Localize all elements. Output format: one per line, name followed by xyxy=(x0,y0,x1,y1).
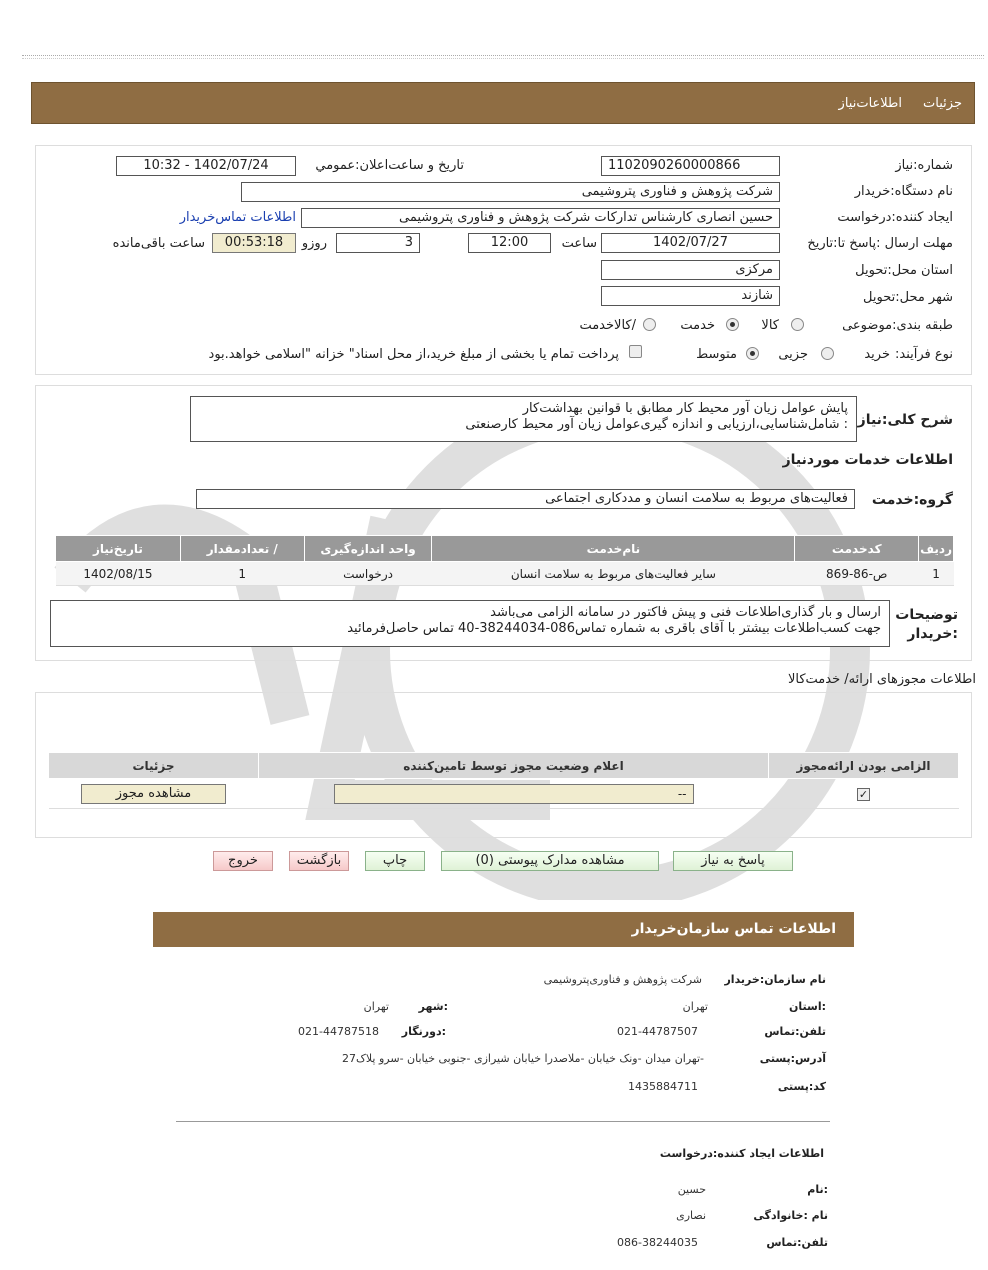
deadline-date-field: 1402/07/27 xyxy=(601,233,780,253)
permit-status-cell xyxy=(259,779,769,809)
buyer-notes-label-1: توضیحات xyxy=(895,607,958,623)
table-cell: 1 xyxy=(919,562,954,586)
services-col-header: واحد اندازه‌گیری xyxy=(304,536,432,562)
postal-label: کد:پستی xyxy=(777,1080,826,1093)
treasury-payment-checkbox[interactable] xyxy=(629,345,642,358)
org-label: نام سازمان:خریدار xyxy=(724,973,826,986)
process-medium-radio[interactable] xyxy=(746,347,759,360)
permits-col-header: الزامی بودن ارائه‌مجوز xyxy=(769,753,959,779)
summary-box xyxy=(190,396,857,442)
buyer-org-label: نام دستگاه:خریدار xyxy=(854,184,953,199)
need-info-panel xyxy=(35,145,972,375)
contact-city-value: تهران xyxy=(363,1000,389,1013)
buyer-notes-line-2: جهت کسب‌اطلاعات بیشتر با آقای باقری به شماره تماس086-38244034-40 تماس حاصل‌فرمائید xyxy=(347,621,881,636)
table-cell: درخواست xyxy=(304,562,432,586)
name-value: حسین xyxy=(677,1183,706,1196)
postal-value: 1435884711 xyxy=(628,1080,698,1093)
summary-label: شرح کلی:نیاز xyxy=(857,412,953,428)
contact-divider xyxy=(176,1121,830,1122)
contact-section-header xyxy=(153,912,854,947)
services-col-header: / تعدادمقدار xyxy=(180,536,304,562)
permits-col-header: اعلام وضعیت مجوز توسط تامین‌کننده xyxy=(259,753,769,779)
category-goods-label: کالا xyxy=(761,318,779,333)
org-value: شرکت پژوهش و فناوری‌پتروشیمی xyxy=(543,973,702,986)
attachments-button[interactable]: مشاهده مدارک پیوستی (0) xyxy=(441,851,659,871)
exit-button[interactable]: خروج xyxy=(213,851,273,871)
permits-row xyxy=(49,779,959,809)
category-label: طبقه بندی:موضوعی xyxy=(842,318,953,333)
table-cell: سایر فعالیت‌های مربوط به سلامت انسان xyxy=(432,562,795,586)
buyer-notes-line-1: ارسال و بار گذاری‌اطلاعات فنی و پیش فاکتور در سامانه الزامی می‌باشد xyxy=(490,605,881,620)
buyer-org-field: شرکت پژوهش و فناوری پتروشیمی xyxy=(241,182,780,202)
fax-label: :دورنگار xyxy=(401,1025,446,1038)
process-partial-label: جزیی xyxy=(778,347,808,362)
table-cell: 1 xyxy=(180,562,304,586)
days-field: 3 xyxy=(336,233,420,253)
address-value: -تهران میدان -ونک خیابان -ملاصدرا خیابان شیرازی -جنوبی خیابان -سرو پلاک27 xyxy=(342,1052,704,1065)
reply-button[interactable]: پاسخ به نیاز xyxy=(673,851,793,871)
category-goods-service-label: /کالاخدمت xyxy=(579,318,636,333)
print-button[interactable]: چاپ xyxy=(365,851,425,871)
creator-field: حسین انصاری کارشناس تدارکات شرکت پژوهش و فناوری پتروشیمی xyxy=(301,208,780,228)
table-row xyxy=(56,562,954,586)
services-col-header: نام‌خدمت xyxy=(432,536,795,562)
category-goods-service-radio[interactable] xyxy=(643,318,656,331)
creator-phone-value: 086-38244035 xyxy=(617,1236,698,1249)
process-buy-label: خرید xyxy=(864,347,890,362)
process-medium-label: متوسط xyxy=(696,347,737,362)
category-goods-radio[interactable] xyxy=(791,318,804,331)
province-field: مرکزی xyxy=(601,260,780,280)
permit-required-checkbox[interactable]: ✓ xyxy=(858,787,869,801)
days-label: روزو xyxy=(301,236,327,251)
permit-required-cell xyxy=(769,779,959,809)
category-service-radio[interactable] xyxy=(726,318,739,331)
permits-table xyxy=(48,752,959,809)
treasury-payment-note: پرداخت تمام یا بخشی از مبلغ خرید،از محل اسناد" خزانه "اسلامی خواهد.بود xyxy=(208,347,619,362)
creator-phone-label: تلفن:تماس xyxy=(766,1236,828,1249)
contact-section-title: اطلاعات تماس سازمان‌خریدار xyxy=(631,921,836,937)
back-button[interactable]: بازگشت xyxy=(289,851,349,871)
permits-title: اطلاعات مجوزهای ارائه/ خدمت‌کالا xyxy=(787,672,976,687)
contact-province-label: :استان xyxy=(789,1000,826,1013)
top-divider xyxy=(22,55,984,56)
contact-province-value: تهران xyxy=(682,1000,708,1013)
contact-city-label: :شهر xyxy=(418,1000,448,1013)
services-table-body xyxy=(56,562,954,586)
process-partial-radio[interactable] xyxy=(821,347,834,360)
family-value: نصاری xyxy=(676,1209,706,1222)
city-label: شهر محل:تحویل xyxy=(863,290,953,305)
group-field: فعالیت‌های مربوط به سلامت انسان و مددکاری اجتماعی xyxy=(196,489,855,509)
permits-col-header: جزئیات xyxy=(49,753,259,779)
deadline-label: مهلت ارسال :پاسخ تا:تاریخ xyxy=(807,236,953,251)
fax-value: 021-44787518 xyxy=(298,1025,379,1038)
services-title: اطلاعات خدمات موردنیاز xyxy=(782,452,953,468)
services-col-header: کدخدمت xyxy=(795,536,919,562)
process-label: نوع فرآیند: xyxy=(895,347,953,362)
creator-label: ایجاد کننده:درخواست xyxy=(837,210,953,225)
announce-field: 1402/07/24 - 10:32 xyxy=(116,156,296,176)
city-field: شازند xyxy=(601,286,780,306)
phone-value: 021-44787507 xyxy=(617,1025,698,1038)
announce-label: تاریخ و ساعت‌اعلان:عمومي xyxy=(315,158,464,173)
address-label: آدرس:پستی xyxy=(759,1052,826,1065)
table-cell: 1402/08/15 xyxy=(56,562,181,586)
remaining-time-field: 00:53:18 xyxy=(212,233,296,253)
buyer-notes-label-2: :خریدار xyxy=(907,626,958,642)
permit-status-field: -- xyxy=(334,784,694,804)
name-label: :نام xyxy=(807,1183,828,1196)
remaining-label: ساعت باقی‌مانده xyxy=(112,236,205,251)
services-table-header xyxy=(56,536,954,562)
buyer-contact-link[interactable]: اطلاعات تماس‌خریدار xyxy=(179,210,296,225)
group-label: گروه:خدمت xyxy=(871,492,953,508)
view-permit-button[interactable]: مشاهده مجوز xyxy=(81,784,226,804)
need-number-label: شماره:نیاز xyxy=(895,158,953,173)
deadline-time-label: ساعت xyxy=(561,236,597,251)
permit-details-cell xyxy=(49,779,259,809)
table-cell: ص-86-869 xyxy=(795,562,919,586)
category-service-label: خدمت xyxy=(680,318,715,333)
province-label: استان محل:تحویل xyxy=(855,263,953,278)
need-number-field: 1102090260000866 xyxy=(601,156,780,176)
phone-label: تلفن:تماس xyxy=(764,1025,826,1038)
buyer-notes-box xyxy=(50,600,890,647)
family-label: نام :خانوادگی xyxy=(753,1209,828,1222)
top-divider-2 xyxy=(22,58,984,59)
tab-details[interactable]: جزئيات xyxy=(923,96,962,111)
permits-table-header xyxy=(49,753,959,779)
creator-info-title: اطلاعات ایجاد کننده:درخواست xyxy=(659,1147,824,1160)
summary-line-2: : شامل‌شناسایی،ارزیابی و اندازه گیری‌عوامل زیان آور محیط کارصنعتی xyxy=(465,417,848,432)
services-table xyxy=(55,535,954,586)
services-col-header: تاریخ‌نیاز xyxy=(56,536,181,562)
page-header xyxy=(31,82,975,124)
services-col-header: ردیف xyxy=(919,536,954,562)
summary-line-1: پایش عوامل زیان آور محیط کار مطابق با قوانین بهداشت‌کار xyxy=(522,401,848,416)
tab-need-info[interactable]: اطلاعات‌نیاز xyxy=(838,96,902,111)
deadline-time-field: 12:00 xyxy=(468,233,551,253)
